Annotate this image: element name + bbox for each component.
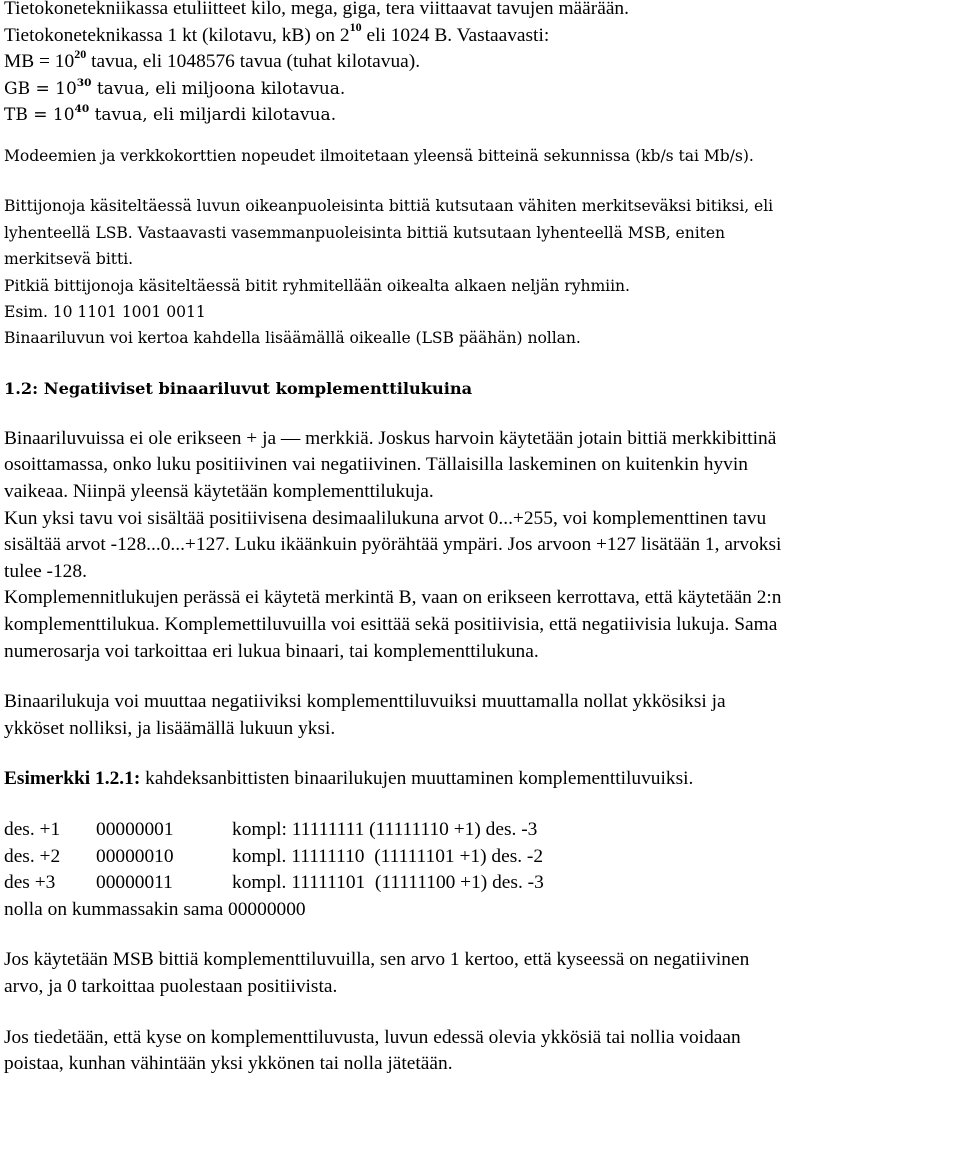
paragraph-line: poistaa, kunhan vähintään yksi ykkönen tai nolla jätetään. bbox=[4, 1053, 453, 1075]
megabyte-line bbox=[4, 46, 956, 76]
paragraph-line: osoittamassa, onko luku positiivinen vai negatiivinen. Tällaisilla laskeminen on kuitenkin hyvin bbox=[4, 454, 748, 476]
terabyte-text: TB = 10 bbox=[4, 105, 75, 126]
paragraph-line: tulee -128. bbox=[4, 560, 87, 582]
terabyte-text-end: tavua, eli miljardi kilotavua. bbox=[89, 105, 337, 126]
bit-order-line: Binaariluvun voi kertoa kahdella lisäämällä oikealle (LSB päähän) nollan. bbox=[4, 329, 581, 348]
paragraph-line: Kun yksi tavu voi sisältää positiivisena desimaalilukuna arvot 0...+255, voi komplementtinen tavu bbox=[4, 507, 767, 529]
paragraph-line: Binaariluvuissa ei ole erikseen + ja — merkkiä. Joskus harvoin käytetään jotain bittiä merkkibittinä bbox=[4, 427, 777, 449]
paragraph-line: ykköset nolliksi, ja lisäämällä lukuun yksi. bbox=[4, 717, 336, 739]
example-text: kahdeksanbittisten binaarilukujen muuttaminen komplementtiluvuiksi. bbox=[140, 768, 694, 790]
gigabyte-text-end: tavua, eli miljoona kilotavua. bbox=[91, 78, 346, 99]
complement-cell: kompl. 11111101 (11111100 +1) des. -3 bbox=[232, 872, 544, 894]
kilobyte-text-end: eli 1024 B. Vastaavasti: bbox=[361, 24, 550, 46]
bit-order-line: Pitkiä bittijonoja käsiteltäessä bitit ryhmitellään oikealta alkaen neljän ryhmiin. bbox=[4, 276, 630, 295]
modem-text: Modeemien ja verkkokorttien nopeudet ilmoitetaan yleensä bitteinä sekunnissa (kb/s tai Mb/s). bbox=[4, 146, 754, 165]
kilobyte-line bbox=[4, 20, 956, 50]
paragraph-line: vaikeaa. Niinpä yleensä käytetään komplementtilukuja. bbox=[4, 481, 434, 502]
complement-paragraph bbox=[4, 426, 956, 665]
modem-paragraph bbox=[4, 143, 956, 169]
paragraph-line: sisältää arvot -128...0...+127. Luku ikäänkuin pyörähtää ympäri. Jos arvoon +127 lisätään 1, arvoksi bbox=[4, 534, 782, 556]
bit-order-paragraph bbox=[4, 193, 956, 351]
bit-order-line: Esim. 10 1101 1001 0011 bbox=[4, 303, 206, 321]
terabyte-exponent: 40 bbox=[74, 103, 90, 116]
zero-note: nolla on kummassakin sama 00000000 bbox=[4, 898, 306, 920]
example-label: Esimerkki 1.2.1: bbox=[4, 768, 141, 790]
decimal-cell: des. +1 bbox=[4, 818, 61, 840]
gigabyte-exponent: 30 bbox=[76, 76, 92, 89]
trim-paragraph bbox=[4, 1025, 956, 1078]
paragraph-line: Binaarilukuja voi muuttaa negatiiviksi komplementtiluvuiksi muuttamalla nollat ykkösiksi ja bbox=[4, 691, 726, 713]
gigabyte-text: GB = 10 bbox=[4, 78, 77, 99]
megabyte-text: MB = 10 bbox=[4, 51, 75, 73]
terabyte-line bbox=[4, 102, 956, 129]
binary-cell: 00000010 bbox=[96, 845, 174, 867]
megabyte-exponent: 20 bbox=[74, 46, 87, 61]
paragraph-line: komplementtilukua. Komplemettiluvuilla voi esittää sekä positiivisia, että negatiivisia lukuja. Sama bbox=[4, 613, 778, 635]
paragraph-line: Komplemennitlukujen perässä ei käytetä merkintä B, vaan on erikseen kerrottava, että käytetään 2:n bbox=[4, 587, 782, 609]
paragraph-line: Jos tiedetään, että kyse on komplementtiluvusta, luvun edessä olevia ykkösiä tai nollia voidaan bbox=[4, 1026, 741, 1048]
paragraph-line: numerosarja voi tarkoittaa eri lukua binaari, tai komplementtilukuna. bbox=[4, 640, 539, 662]
complement-cell: kompl: 11111111 (11111110 +1) des. -3 bbox=[232, 818, 538, 840]
intro-line: Tietokonetekniikassa etuliitteet kilo, mega, giga, tera viittaavat tavujen määrään. bbox=[4, 0, 629, 19]
megabyte-text-end: tavua, eli 1048576 tavua (tuhat kilotavua). bbox=[86, 51, 421, 73]
binary-cell: 00000001 bbox=[96, 818, 174, 840]
paragraph-line: arvo, ja 0 tarkoittaa puolestaan positiivista. bbox=[4, 975, 338, 997]
complement-cell: kompl. 11111110 (11111101 +1) des. -2 bbox=[232, 845, 544, 867]
example-table bbox=[4, 817, 956, 897]
table-row bbox=[4, 817, 956, 844]
table-row bbox=[4, 870, 956, 897]
intro-block bbox=[4, 0, 956, 129]
bit-order-line: merkitsevä bitti. bbox=[4, 250, 134, 269]
decimal-cell: des +3 bbox=[4, 872, 56, 894]
kilobyte-exponent: 10 bbox=[349, 20, 362, 35]
table-row bbox=[4, 844, 956, 871]
document-page bbox=[4, 0, 956, 1078]
negation-paragraph bbox=[4, 689, 956, 742]
gigabyte-line bbox=[4, 76, 956, 103]
bit-order-line: lyhenteellä LSB. Vastaavasti vasemmanpuoleisinta bittiä kutsutaan lyhenteellä MSB, eniten bbox=[4, 223, 726, 242]
paragraph-line: Jos käytetään MSB bittiä komplementtiluvuilla, sen arvo 1 kertoo, että kyseessä on negatiivinen bbox=[4, 949, 750, 971]
decimal-cell: des. +2 bbox=[4, 845, 61, 867]
example-title bbox=[4, 766, 956, 793]
kilobyte-text: Tietokoneteknikassa 1 kt (kilotavu, kB) on 2 bbox=[4, 24, 350, 46]
binary-cell: 00000011 bbox=[96, 872, 173, 894]
bit-order-line: Bittijonoja käsiteltäessä luvun oikeanpuoleisinta bittiä kutsutaan vähiten merkitseväksi bitiksi, eli bbox=[4, 197, 774, 216]
msb-paragraph bbox=[4, 947, 956, 1000]
section-heading: 1.2: Negatiiviset binaariluvut komplementtilukuina bbox=[4, 378, 473, 398]
